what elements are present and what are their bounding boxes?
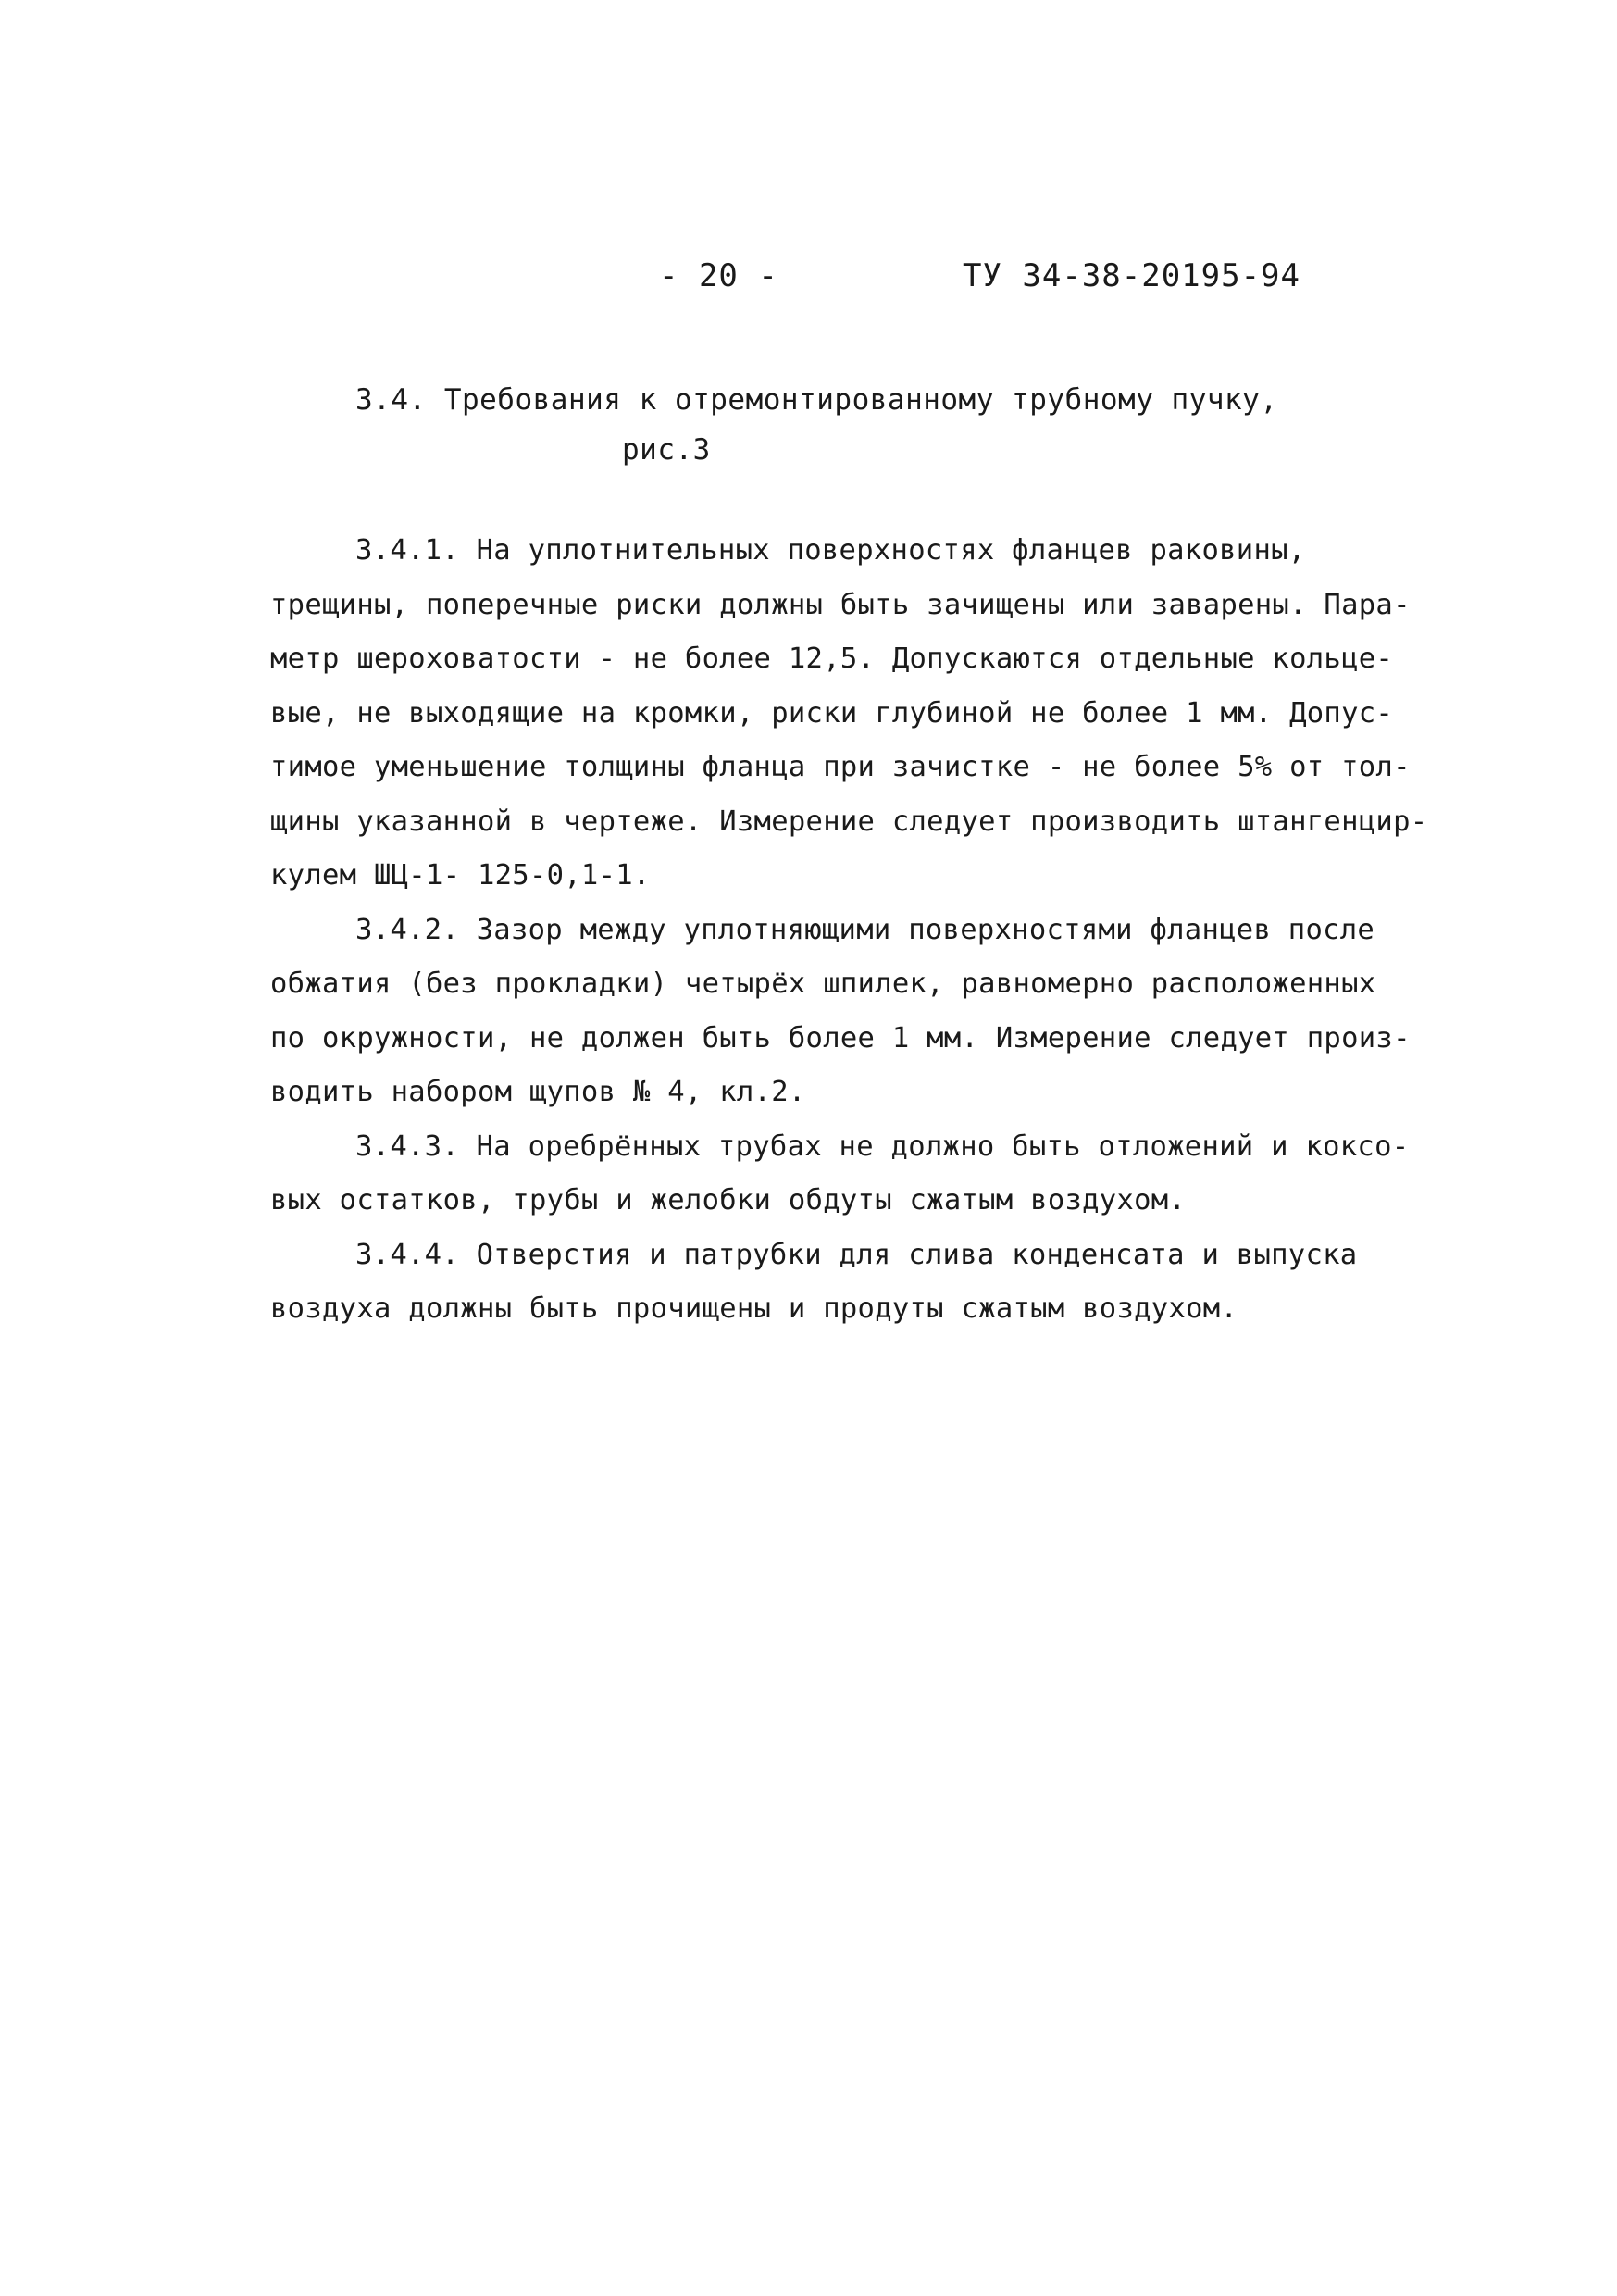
document-code: ТУ 34-38-20195-94 [963, 257, 1300, 294]
paragraph-3-4-1 [270, 524, 1428, 904]
paragraph-line: вых остатков, трубы и желобки обдуты сжатым воздухом. [270, 1184, 1187, 1217]
paragraph-line: трещины, поперечные риски должны быть зачищены или заварены. Пара- [270, 588, 1411, 621]
section-title-line-2: рис.3 [622, 433, 711, 467]
paragraph-3-4-4 [270, 1229, 1390, 1337]
paragraph-line: вые, не выходящие на кромки, риски глубиной не более 1 мм. Допус- [270, 696, 1394, 730]
paragraph-line: щины указанной в чертеже. Измерение следует производить штангенцир- [270, 805, 1428, 838]
paragraph-line: обжатия (без прокладки) четырёх шпилек, равномерно расположенных [270, 967, 1376, 1000]
paragraph-line: 3.4.2. Зазор между уплотняющими поверхностями фланцев после [355, 913, 1375, 946]
paragraph-line: 3.4.4. Отверстия и патрубки для слива конденсата и выпуска [355, 1238, 1358, 1271]
paragraph-line: метр шероховатости - не более 12,5. Допускаются отдельные кольце- [270, 643, 1394, 675]
paragraph-line: тимое уменьшение толщины фланца при зачистке - не более 5% от тол- [270, 751, 1411, 783]
section-title [355, 375, 1278, 475]
paragraph-3-4-3 [270, 1120, 1410, 1229]
section-title-line-1: 3.4. Требования к отремонтированному трубному пучку, [355, 383, 1278, 417]
paragraph-line: 3.4.1. На уплотнительных поверхностях фланцев раковины, [355, 534, 1306, 567]
paragraph-line: 3.4.3. На оребрённых трубах не должно быть отложений и коксо- [355, 1129, 1410, 1163]
paragraph-line: по окружности, не должен быть более 1 мм. Измерение следует произ- [270, 1021, 1411, 1054]
paragraph-line: кулем ШЦ-1- 125-0,1-1. [270, 859, 651, 892]
page-header [0, 257, 1617, 304]
page-number: - 20 - [659, 257, 778, 294]
paragraph-3-4-2 [270, 904, 1411, 1120]
paragraph-line: водить набором щупов № 4, кл.2. [270, 1076, 806, 1108]
section-body [270, 524, 1428, 1337]
paragraph-line: воздуха должны быть прочищены и продуты сжатым воздухом. [270, 1292, 1238, 1325]
